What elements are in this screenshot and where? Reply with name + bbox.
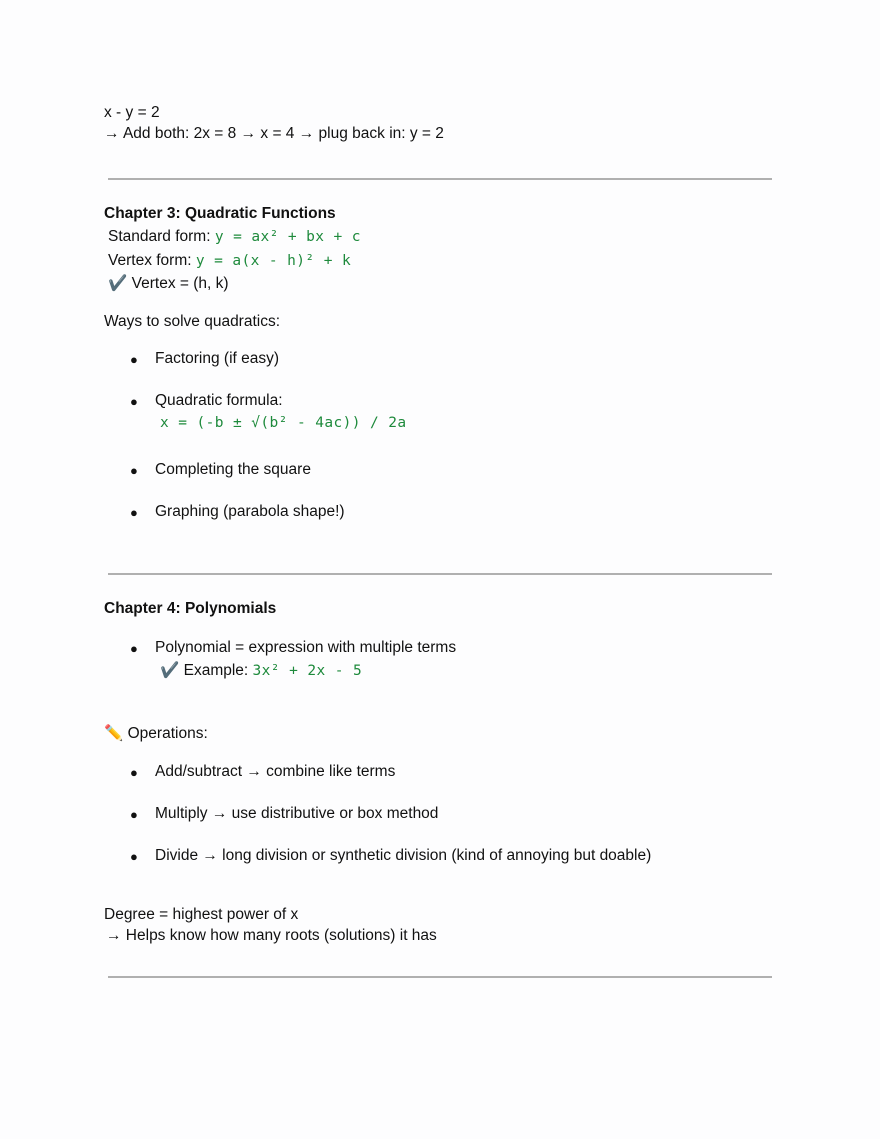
check-icon: ✔️ bbox=[160, 662, 180, 679]
chapter-3-title: Chapter 3: Quadratic Functions bbox=[104, 205, 336, 222]
operations-heading-line bbox=[104, 724, 208, 743]
bullet-icon: ● bbox=[130, 641, 138, 656]
list-item: Add/subtract → combine like terms bbox=[155, 763, 396, 780]
divider bbox=[108, 976, 772, 978]
degree-note: → Helps know how many roots (solutions) it has bbox=[106, 927, 437, 944]
equation-line: x - y = 2 bbox=[104, 104, 160, 121]
vertex-form-line bbox=[108, 252, 351, 270]
bullet-icon: ● bbox=[130, 765, 138, 780]
divider bbox=[108, 573, 772, 575]
list-item: Multiply → use distributive or box method bbox=[155, 805, 439, 822]
bullet-icon: ● bbox=[130, 352, 138, 367]
list-item: Quadratic formula: bbox=[155, 392, 283, 409]
list-item: Graphing (parabola shape!) bbox=[155, 503, 345, 520]
standard-form-label: Standard form: bbox=[108, 228, 215, 245]
check-icon: ✔️ bbox=[108, 275, 128, 292]
example-label: Example: bbox=[183, 662, 253, 679]
bullet-icon: ● bbox=[130, 505, 138, 520]
vertex-form-label: Vertex form: bbox=[108, 252, 196, 269]
list-item: Factoring (if easy) bbox=[155, 350, 280, 367]
list-item: Completing the square bbox=[155, 461, 311, 478]
vertex-form-formula: y = a(x - h)² + k bbox=[195, 253, 352, 269]
example-formula: 3x² + 2x - 5 bbox=[252, 663, 363, 679]
bullet-icon: ● bbox=[130, 463, 138, 478]
bullet-icon: ● bbox=[130, 807, 138, 822]
list-item: Divide → long division or synthetic division (kind of annoying but doable) bbox=[155, 847, 652, 864]
operations-heading: Operations: bbox=[127, 725, 208, 742]
ways-heading: Ways to solve quadratics: bbox=[104, 313, 281, 330]
list-item: Polynomial = expression with multiple terms bbox=[155, 639, 457, 656]
standard-form-line bbox=[108, 228, 361, 246]
solution-line: → Add both: 2x = 8 → x = 4 → plug back in: y = 2 bbox=[104, 125, 444, 142]
example-line bbox=[160, 661, 362, 680]
vertex-note-line bbox=[108, 274, 229, 293]
quadratic-formula: x = (-b ± √(b² - 4ac)) / 2a bbox=[160, 415, 407, 431]
pencil-icon: ✏️ bbox=[104, 725, 124, 742]
bullet-icon: ● bbox=[130, 394, 138, 409]
standard-form-formula: y = ax² + bx + c bbox=[214, 229, 361, 245]
bullet-icon: ● bbox=[130, 849, 138, 864]
vertex-note: Vertex = (h, k) bbox=[131, 275, 229, 292]
chapter-4-title: Chapter 4: Polynomials bbox=[104, 600, 277, 617]
divider bbox=[108, 178, 772, 180]
degree-line: Degree = highest power of x bbox=[104, 906, 299, 923]
